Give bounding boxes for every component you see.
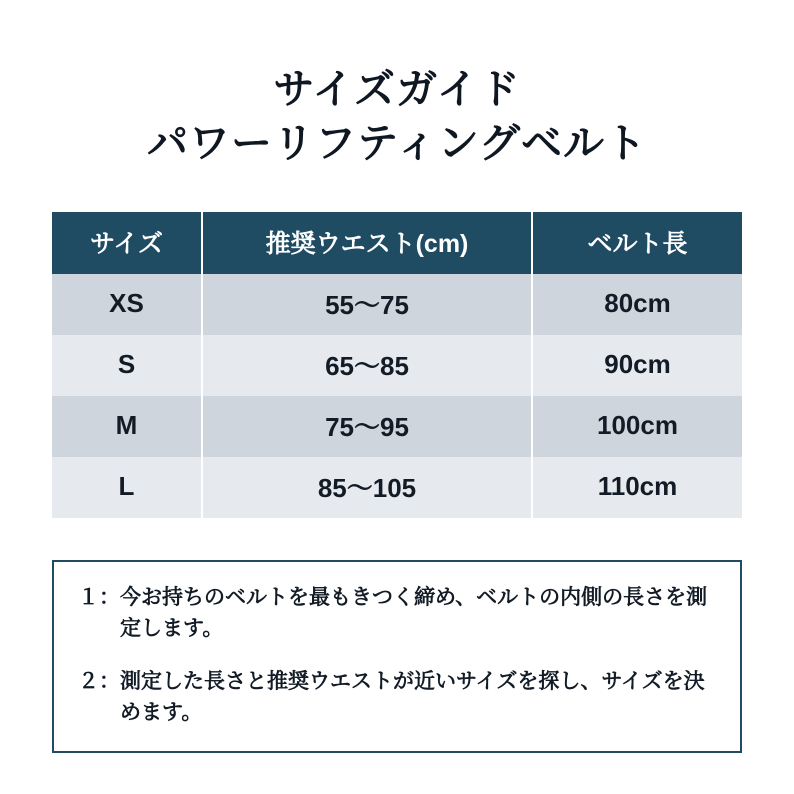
instruction-item-1 (78, 582, 716, 644)
cell-waist: 65〜85 (202, 335, 532, 396)
instruction-text-1: 今お持ちのベルトを最もきつく締め、ベルトの内側の長さを測定します。 (120, 586, 708, 641)
cell-length: 90cm (532, 335, 742, 396)
cell-size: XS (52, 274, 202, 335)
cell-length: 110cm (532, 457, 742, 518)
cell-length: 80cm (532, 274, 742, 335)
table-row (52, 274, 742, 335)
instructions-box (52, 560, 742, 752)
title-line-1: サイズガイド (273, 66, 521, 112)
cell-size: M (52, 396, 202, 457)
cell-waist: 75〜95 (202, 396, 532, 457)
title-line-2: パワーリフティングベルト (147, 120, 647, 167)
cell-waist: 55〜75 (202, 274, 532, 335)
cell-length: 100cm (532, 396, 742, 457)
table-header-row (52, 212, 742, 274)
instruction-item-2 (78, 666, 716, 728)
table-row (52, 457, 742, 518)
page-title (52, 0, 742, 170)
column-header-size: サイズ (52, 212, 202, 274)
instruction-number-2: ２： (78, 670, 120, 694)
cell-waist: 85〜105 (202, 457, 532, 518)
instruction-text-2: 測定した長さと推奨ウエストが近いサイズを探し、サイズを決めます。 (120, 670, 705, 725)
cell-size: S (52, 335, 202, 396)
size-table (52, 212, 742, 518)
table-row (52, 335, 742, 396)
column-header-length: ベルト長 (532, 212, 742, 274)
column-header-waist: 推奨ウエスト(cm) (202, 212, 532, 274)
instruction-number-1: １： (78, 586, 120, 610)
table-row (52, 396, 742, 457)
cell-size: L (52, 457, 202, 518)
